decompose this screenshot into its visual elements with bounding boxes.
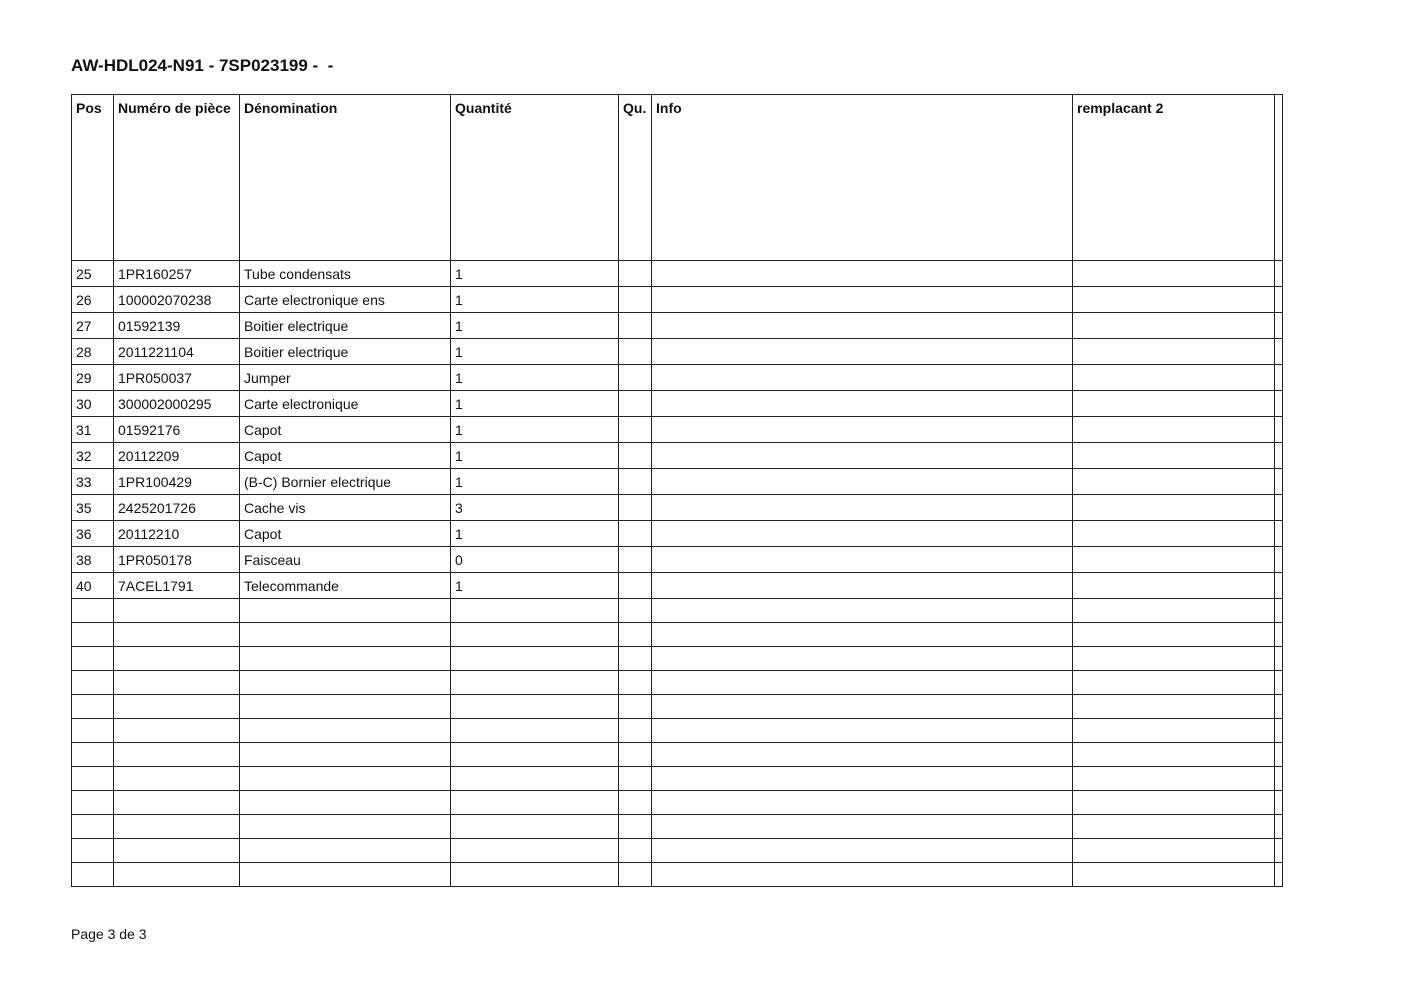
empty-cell (1073, 719, 1275, 743)
cell-quantity: 1 (451, 469, 619, 495)
empty-cell (114, 839, 240, 863)
empty-cell (619, 599, 652, 623)
empty-cell (114, 767, 240, 791)
empty-cell (1275, 623, 1283, 647)
empty-cell (114, 647, 240, 671)
empty-cell (240, 863, 451, 887)
cell-denomination: Carte electronique ens (240, 287, 451, 313)
empty-cell (451, 839, 619, 863)
empty-cell (1275, 743, 1283, 767)
table-row (72, 365, 1283, 391)
cell-replacement (1073, 547, 1275, 573)
empty-cell (619, 671, 652, 695)
cell-info (652, 573, 1073, 599)
cell-part-number: 20112210 (114, 521, 240, 547)
cell-replacement (1073, 417, 1275, 443)
empty-cell (451, 791, 619, 815)
empty-cell (652, 743, 1073, 767)
cell-denomination: (B-C) Bornier electrique (240, 469, 451, 495)
empty-cell (240, 719, 451, 743)
cell-qu (619, 495, 652, 521)
empty-table-row (72, 623, 1283, 647)
empty-cell (240, 815, 451, 839)
empty-cell (240, 623, 451, 647)
empty-cell (114, 863, 240, 887)
cell-pos: 32 (72, 443, 114, 469)
table-row (72, 391, 1283, 417)
empty-cell (652, 839, 1073, 863)
empty-table-row (72, 743, 1283, 767)
empty-cell (1073, 671, 1275, 695)
cell-info (652, 521, 1073, 547)
empty-cell (1073, 791, 1275, 815)
cell-pos: 25 (72, 261, 114, 287)
empty-cell (114, 791, 240, 815)
empty-cell (114, 719, 240, 743)
cell-pos: 38 (72, 547, 114, 573)
cell-spacer (1275, 391, 1283, 417)
header-quantity: Quantité (451, 95, 619, 261)
table-row (72, 287, 1283, 313)
cell-pos: 33 (72, 469, 114, 495)
cell-quantity: 1 (451, 573, 619, 599)
cell-info (652, 495, 1073, 521)
cell-info (652, 261, 1073, 287)
empty-cell (114, 623, 240, 647)
empty-cell (114, 743, 240, 767)
empty-table-row (72, 695, 1283, 719)
cell-pos: 31 (72, 417, 114, 443)
cell-part-number: 2425201726 (114, 495, 240, 521)
table-row (72, 313, 1283, 339)
cell-info (652, 313, 1073, 339)
cell-quantity: 1 (451, 365, 619, 391)
cell-part-number: 01592139 (114, 313, 240, 339)
empty-cell (72, 815, 114, 839)
empty-cell (451, 647, 619, 671)
cell-quantity: 3 (451, 495, 619, 521)
cell-pos: 27 (72, 313, 114, 339)
empty-cell (114, 599, 240, 623)
empty-table-row (72, 767, 1283, 791)
header-info: Info (652, 95, 1073, 261)
empty-cell (652, 671, 1073, 695)
cell-spacer (1275, 521, 1283, 547)
empty-cell (72, 743, 114, 767)
empty-table-row (72, 599, 1283, 623)
cell-denomination: Jumper (240, 365, 451, 391)
cell-spacer (1275, 417, 1283, 443)
document-title: AW-HDL024-N91 - 7SP023199 - - (71, 56, 334, 75)
cell-spacer (1275, 365, 1283, 391)
empty-cell (72, 719, 114, 743)
empty-cell (451, 623, 619, 647)
empty-cell (72, 671, 114, 695)
cell-quantity: 1 (451, 339, 619, 365)
cell-replacement (1073, 495, 1275, 521)
empty-table-row (72, 647, 1283, 671)
cell-info (652, 287, 1073, 313)
cell-qu (619, 313, 652, 339)
cell-info (652, 339, 1073, 365)
empty-cell (1275, 815, 1283, 839)
cell-spacer (1275, 313, 1283, 339)
empty-table-row (72, 671, 1283, 695)
parts-table (71, 94, 1283, 887)
cell-qu (619, 391, 652, 417)
cell-qu (619, 547, 652, 573)
empty-cell (619, 815, 652, 839)
cell-quantity: 1 (451, 443, 619, 469)
empty-cell (619, 743, 652, 767)
empty-cell (1073, 623, 1275, 647)
cell-info (652, 469, 1073, 495)
empty-cell (619, 695, 652, 719)
empty-cell (72, 623, 114, 647)
table-row (72, 443, 1283, 469)
empty-cell (240, 839, 451, 863)
empty-cell (619, 647, 652, 671)
empty-cell (1073, 863, 1275, 887)
cell-denomination: Cache vis (240, 495, 451, 521)
empty-cell (240, 791, 451, 815)
cell-spacer (1275, 547, 1283, 573)
cell-replacement (1073, 521, 1275, 547)
cell-qu (619, 469, 652, 495)
cell-quantity: 1 (451, 287, 619, 313)
empty-cell (1275, 695, 1283, 719)
empty-cell (114, 695, 240, 719)
cell-replacement (1073, 287, 1275, 313)
empty-cell (1275, 791, 1283, 815)
cell-qu (619, 521, 652, 547)
cell-qu (619, 573, 652, 599)
cell-qu (619, 443, 652, 469)
header-qu: Qu. (619, 95, 652, 261)
empty-cell (619, 767, 652, 791)
cell-quantity: 1 (451, 521, 619, 547)
table-row (72, 469, 1283, 495)
cell-quantity: 1 (451, 261, 619, 287)
empty-table-row (72, 839, 1283, 863)
empty-cell (451, 695, 619, 719)
empty-cell (72, 863, 114, 887)
empty-cell (451, 599, 619, 623)
cell-part-number: 100002070238 (114, 287, 240, 313)
empty-cell (1073, 647, 1275, 671)
cell-pos: 35 (72, 495, 114, 521)
table-header-row (72, 95, 1283, 261)
cell-replacement (1073, 391, 1275, 417)
empty-cell (451, 815, 619, 839)
cell-part-number: 1PR160257 (114, 261, 240, 287)
cell-replacement (1073, 469, 1275, 495)
table-row (72, 339, 1283, 365)
empty-cell (1275, 719, 1283, 743)
header-part-number: Numéro de pièce (114, 95, 240, 261)
empty-cell (619, 623, 652, 647)
empty-cell (451, 719, 619, 743)
table-row (72, 547, 1283, 573)
cell-spacer (1275, 469, 1283, 495)
empty-cell (619, 863, 652, 887)
header-replacement: remplacant 2 (1073, 95, 1275, 261)
cell-denomination: Capot (240, 417, 451, 443)
cell-denomination: Capot (240, 443, 451, 469)
cell-info (652, 443, 1073, 469)
empty-cell (114, 815, 240, 839)
cell-info (652, 391, 1073, 417)
cell-spacer (1275, 495, 1283, 521)
cell-denomination: Faisceau (240, 547, 451, 573)
cell-denomination: Boitier electrique (240, 339, 451, 365)
empty-cell (1275, 647, 1283, 671)
cell-info (652, 365, 1073, 391)
cell-denomination: Carte electronique (240, 391, 451, 417)
cell-spacer (1275, 573, 1283, 599)
empty-cell (652, 767, 1073, 791)
empty-cell (72, 767, 114, 791)
cell-info (652, 417, 1073, 443)
empty-cell (1073, 743, 1275, 767)
table-row (72, 417, 1283, 443)
empty-cell (240, 671, 451, 695)
empty-cell (451, 767, 619, 791)
empty-cell (652, 623, 1073, 647)
cell-replacement (1073, 443, 1275, 469)
cell-info (652, 547, 1073, 573)
empty-cell (619, 719, 652, 743)
empty-cell (1073, 815, 1275, 839)
empty-cell (1275, 863, 1283, 887)
cell-part-number: 01592176 (114, 417, 240, 443)
empty-cell (240, 767, 451, 791)
cell-part-number: 20112209 (114, 443, 240, 469)
cell-denomination: Tube condensats (240, 261, 451, 287)
empty-table-row (72, 863, 1283, 887)
cell-qu (619, 339, 652, 365)
cell-replacement (1073, 339, 1275, 365)
header-pos: Pos (72, 95, 114, 261)
empty-cell (72, 839, 114, 863)
empty-table-row (72, 815, 1283, 839)
cell-replacement (1073, 365, 1275, 391)
cell-replacement (1073, 573, 1275, 599)
cell-part-number: 1PR050178 (114, 547, 240, 573)
cell-pos: 30 (72, 391, 114, 417)
cell-spacer (1275, 339, 1283, 365)
header-denomination: Dénomination (240, 95, 451, 261)
cell-denomination: Boitier electrique (240, 313, 451, 339)
empty-cell (1073, 839, 1275, 863)
empty-cell (619, 791, 652, 815)
cell-pos: 29 (72, 365, 114, 391)
cell-spacer (1275, 287, 1283, 313)
cell-quantity: 1 (451, 391, 619, 417)
cell-denomination: Capot (240, 521, 451, 547)
empty-table-row (72, 791, 1283, 815)
empty-cell (1275, 767, 1283, 791)
empty-cell (451, 863, 619, 887)
empty-cell (652, 791, 1073, 815)
cell-part-number: 7ACEL1791 (114, 573, 240, 599)
empty-cell (1073, 767, 1275, 791)
cell-part-number: 300002000295 (114, 391, 240, 417)
cell-part-number: 1PR050037 (114, 365, 240, 391)
cell-replacement (1073, 313, 1275, 339)
cell-quantity: 1 (451, 313, 619, 339)
cell-pos: 26 (72, 287, 114, 313)
header-spacer (1275, 95, 1283, 261)
cell-pos: 36 (72, 521, 114, 547)
empty-cell (652, 695, 1073, 719)
empty-cell (1073, 599, 1275, 623)
empty-cell (451, 671, 619, 695)
cell-qu (619, 261, 652, 287)
table-row (72, 261, 1283, 287)
empty-cell (1073, 695, 1275, 719)
empty-cell (72, 695, 114, 719)
empty-cell (240, 599, 451, 623)
cell-pos: 28 (72, 339, 114, 365)
cell-quantity: 0 (451, 547, 619, 573)
empty-cell (240, 695, 451, 719)
cell-part-number: 1PR100429 (114, 469, 240, 495)
cell-pos: 40 (72, 573, 114, 599)
cell-qu (619, 287, 652, 313)
empty-cell (652, 863, 1073, 887)
empty-cell (72, 647, 114, 671)
empty-cell (240, 743, 451, 767)
empty-cell (1275, 671, 1283, 695)
empty-cell (1275, 599, 1283, 623)
table-row (72, 495, 1283, 521)
table-body (72, 261, 1283, 887)
empty-cell (451, 743, 619, 767)
empty-cell (652, 599, 1073, 623)
cell-denomination: Telecommande (240, 573, 451, 599)
page-number: Page 3 de 3 (71, 926, 147, 942)
cell-part-number: 2011221104 (114, 339, 240, 365)
cell-spacer (1275, 261, 1283, 287)
empty-cell (240, 647, 451, 671)
cell-qu (619, 365, 652, 391)
empty-cell (652, 647, 1073, 671)
cell-replacement (1073, 261, 1275, 287)
empty-cell (619, 839, 652, 863)
empty-cell (72, 599, 114, 623)
table-row (72, 573, 1283, 599)
empty-cell (652, 719, 1073, 743)
empty-table-row (72, 719, 1283, 743)
cell-spacer (1275, 443, 1283, 469)
empty-cell (114, 671, 240, 695)
empty-cell (72, 791, 114, 815)
empty-cell (1275, 839, 1283, 863)
cell-quantity: 1 (451, 417, 619, 443)
table-row (72, 521, 1283, 547)
empty-cell (652, 815, 1073, 839)
cell-qu (619, 417, 652, 443)
